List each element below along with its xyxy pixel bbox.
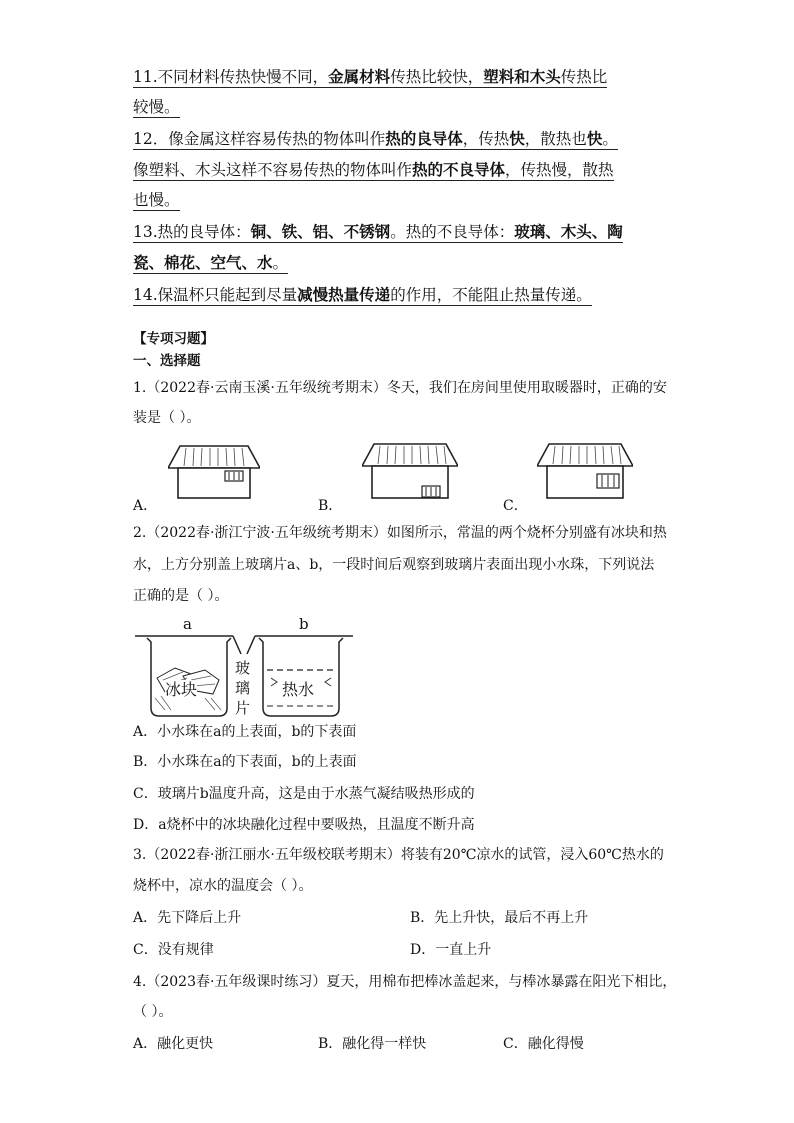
q2-label-hot-water: 热水	[282, 680, 315, 699]
q2-label-b: b	[299, 615, 309, 633]
note-12-line1: 12．像金属这样容易传热的物体叫作热的良导体，传热快，散热也快。	[133, 129, 618, 148]
q4-option-c[interactable]: C．融化得慢	[503, 1036, 584, 1052]
q2-label-glass-3: 片	[235, 699, 251, 717]
q4-stem-line1: 4.（2023春·五年级课时练习）夏天，用棉布把棒冰盖起来，与棒冰暴露在阳光下相比，	[133, 974, 677, 990]
q3-stem-line2: 烧杯中，凉水的温度会（ ）。	[133, 878, 313, 894]
q2-option-d[interactable]: D．a烧杯中的冰块融化过程中要吸热，且温度不断升高	[133, 817, 475, 833]
q1-option-a[interactable]: A．	[133, 498, 158, 514]
q4-option-a[interactable]: A．融化更快	[133, 1036, 214, 1052]
q2-label-ice: 冰块	[165, 680, 198, 699]
note-14: 14.保温杯只能起到尽量减慢热量传递的作用，不能阻止热量传递。	[133, 285, 592, 304]
q1-house-figure-b	[362, 442, 458, 500]
note-11-line2: 较慢。	[133, 98, 180, 116]
section-subtitle: 一、选择题	[133, 353, 201, 369]
q3-option-c[interactable]: C．没有规律	[133, 942, 214, 958]
q3-option-b[interactable]: B．先上升快，最后不再上升	[410, 910, 589, 926]
q1-house-figure-a	[168, 444, 260, 500]
q1-house-figure-c	[537, 442, 633, 500]
q4-stem-line2: （ ）。	[133, 1004, 173, 1020]
note-12-line2: 像塑料、木头这样不容易传热的物体叫作热的不良导体，传热慢，散热	[133, 160, 614, 179]
q2-label-a: a	[183, 615, 192, 633]
q2-label-glass-2: 璃	[235, 679, 251, 697]
q2-stem-line2: 水，上方分别盖上玻璃片a、b，一段时间后观察到玻璃片表面出现小水珠，下列说法	[133, 557, 655, 573]
q2-option-c[interactable]: C．玻璃片b温度升高，这是由于水蒸气凝结吸热形成的	[133, 786, 475, 802]
section-title: 【专项习题】	[133, 331, 214, 347]
note-13-line2: 瓷、棉花、空气、水。	[133, 253, 289, 272]
q3-option-d[interactable]: D．一直上升	[410, 942, 492, 958]
q2-option-a[interactable]: A．小水珠在a的上表面，b的下表面	[133, 724, 357, 740]
note-12-line3: 也慢。	[133, 191, 180, 209]
q2-option-b[interactable]: B．小水珠在a的下表面，b的上表面	[133, 754, 357, 770]
note-13-line1: 13.热的良导体：铜、铁、铝、不锈钢。热的不良导体：玻璃、木头、陶	[133, 222, 623, 241]
q2-stem-line3: 正确的是（ ）。	[133, 588, 229, 604]
q1-stem-line2: 装是（ ）。	[133, 410, 201, 426]
q3-stem-line1: 3.（2022春·浙江丽水·五年级校联考期末）将装有20℃凉水的试管，浸入60℃热水的	[133, 847, 664, 863]
q2-label-glass-1: 玻	[235, 659, 251, 677]
note-11-line1: 11.不同材料传热快慢不同，金属材料传热比较快，塑料和木头传热比	[133, 67, 608, 86]
q3-option-a[interactable]: A．先下降后上升	[133, 910, 242, 926]
q1-stem-line1: 1.（2022春·云南玉溪·五年级统考期末）冬天，我们在房间里使用取暖器时，正确的安	[133, 380, 667, 396]
q1-option-b[interactable]: B．	[318, 498, 343, 514]
q2-stem-line1: 2.（2022春·浙江宁波·五年级统考期末）如图所示，常温的两个烧杯分别盛有冰块和热	[133, 525, 667, 541]
q4-option-b[interactable]: B．融化得一样快	[318, 1036, 427, 1052]
q1-option-c[interactable]: C．	[503, 498, 528, 514]
